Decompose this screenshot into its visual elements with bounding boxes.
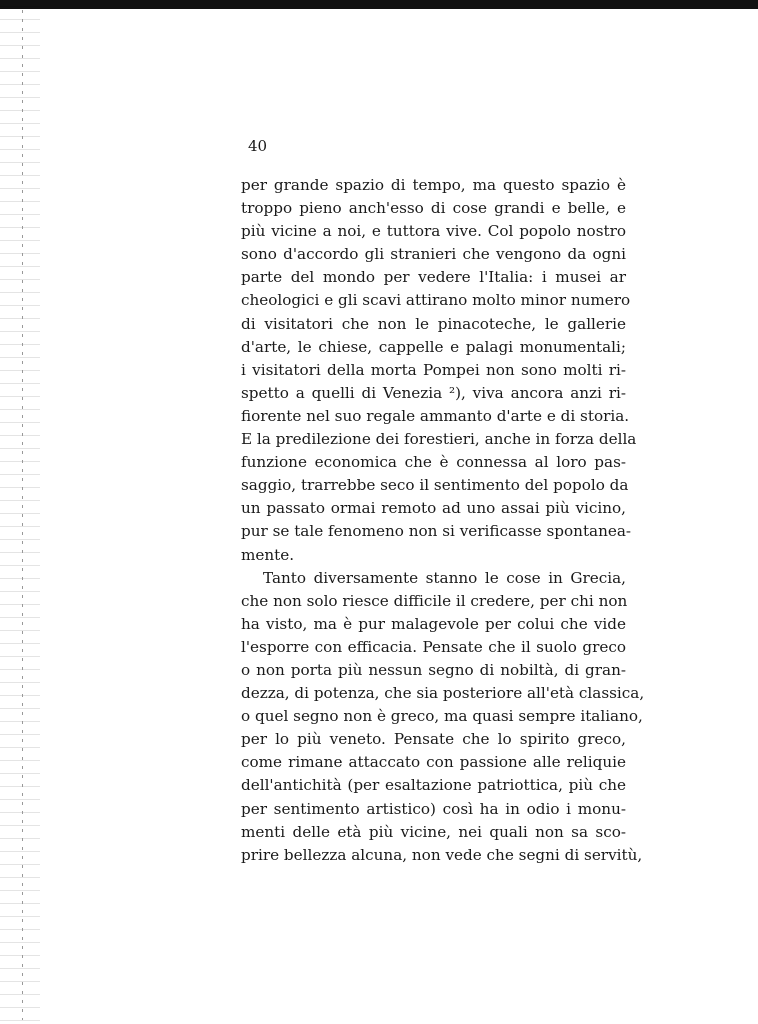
text-line: menti delle età più vicine, nei quali non sa sco- [241,822,626,841]
text-line: un passato ormai remoto ad uno assai più vicino, [241,499,626,518]
text-line: di visitatori che non le pinacoteche, le gallerie [241,314,626,333]
text-line: per grande spazio di tempo, ma questo spazio è [241,176,626,194]
text-line: o non porta più nessun segno di nobiltà, di gran- [241,660,626,679]
text-line: mente. [241,545,295,564]
text-line: sono d'accordo gli stranieri che vengono da ogni [241,245,626,264]
text-line: i visitatori della morta Pompei non sono molti ri- [241,360,626,379]
text-line: Tanto diversamente stanno le cose in Grecia, [263,568,626,587]
text-line: dezza, di potenza, che sia posteriore all'età classica, [241,684,645,703]
text-line: parte del mondo per vedere l'Italia: i musei ar [241,268,626,287]
text-line: fiorente nel suo regale ammanto d'arte e di storia. [241,406,630,425]
text-line: troppo pieno anch'esso di cose grandi e belle, e [241,199,626,218]
scan-top-edge [0,0,758,9]
text-line: E la predilezione dei forestieri, anche in forza della [241,430,637,449]
text-line: funzione economica che è connessa al loro pas- [241,453,626,472]
text-line: che non solo riesce difficile il credere, per chi non [241,591,628,610]
text-line: cheologici e gli scavi attirano molto minor numero [241,291,631,310]
text-line: d'arte, le chiese, cappelle e palagi monumentali; [241,337,626,356]
page-number: 40 [248,137,268,155]
body-text [241,174,645,867]
text-line: per lo più veneto. Pensate che lo spirito greco, [241,730,626,749]
text-line: o quel segno non è greco, ma quasi sempre italiano, [241,707,643,726]
text-line: l'esporre con efficacia. Pensate che il suolo greco [241,637,626,656]
text-line: come rimane attaccato con passione alle reliquie [241,753,626,772]
text-line: spetto a quelli di Venezia ²), viva ancora anzi ri- [241,383,626,402]
text-line: prire bellezza alcuna, non vede che segni di servitù, [241,845,643,864]
text-line: più vicine a noi, e tuttora vive. Col popolo nostro [241,222,626,241]
text-line: pur se tale fenomeno non si verificasse spontanea- [241,522,632,541]
text-line: saggio, trarrebbe seco il sentimento del popolo da [241,476,629,495]
text-line: per sentimento artistico) così ha in odio i monu- [241,799,626,818]
text-line: ha visto, ma è pur malagevole per colui che vide [241,614,626,633]
text-line: dell'antichità (per esaltazione patriottica, più che [241,776,626,795]
scan-binding-edge [0,0,40,1024]
